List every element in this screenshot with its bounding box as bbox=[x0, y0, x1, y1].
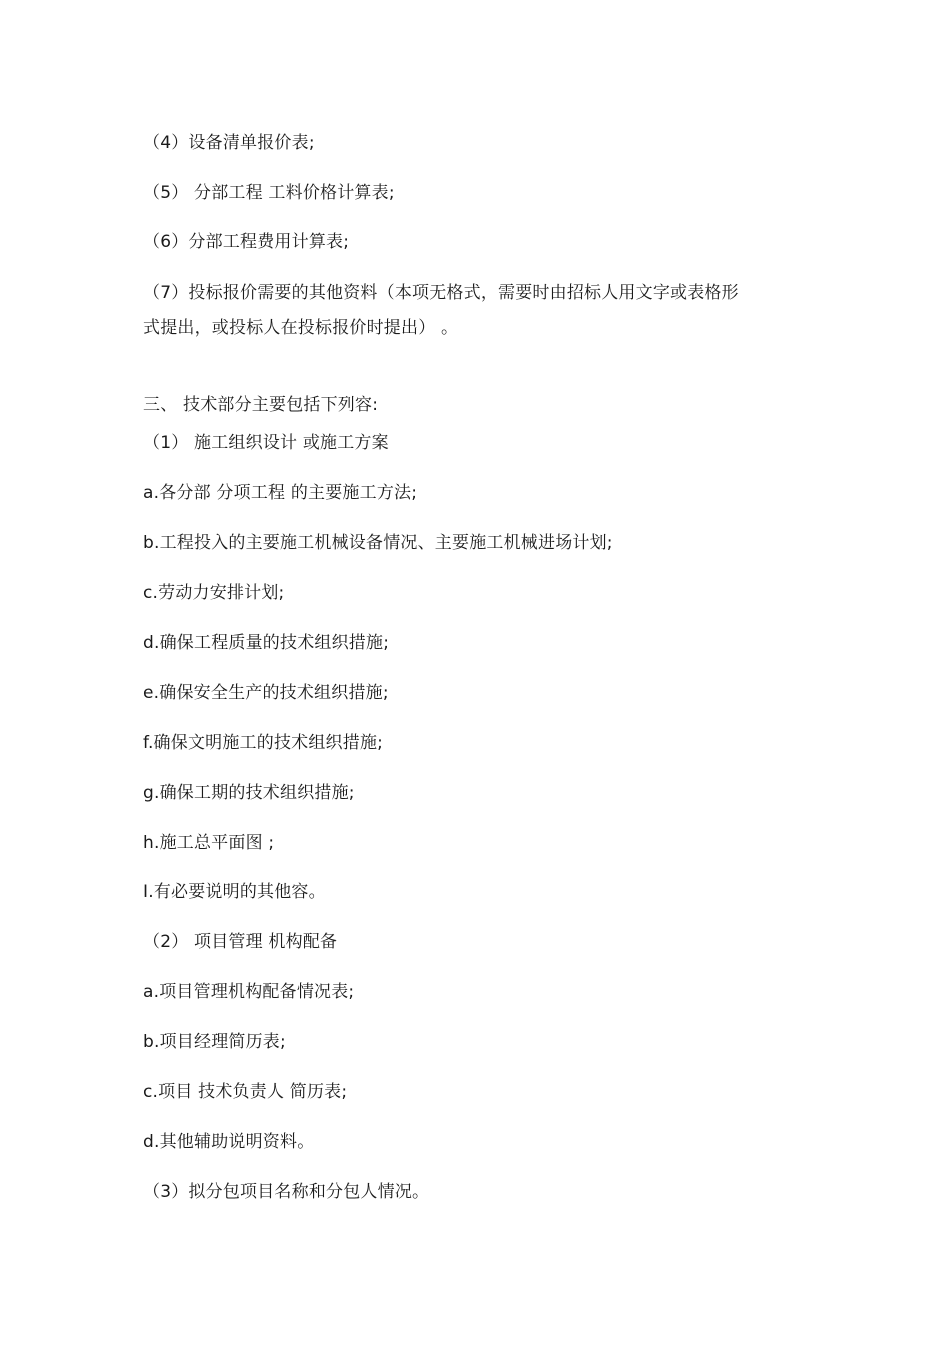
list-item-a-org-table: a.项目管理机构配备情况表; bbox=[143, 982, 355, 1002]
list-item-g-schedule: g.确保工期的技术组织措施; bbox=[143, 783, 355, 803]
list-item-f-civilized: f.确保文明施工的技术组织措施; bbox=[143, 733, 384, 753]
list-item-equipment-quote: （4）设备清单报价表; bbox=[143, 133, 315, 153]
list-item-d-quality: d.确保工程质量的技术组织措施; bbox=[143, 633, 390, 653]
list-item-c-labor: c.劳动力安排计划; bbox=[143, 583, 285, 603]
list-item-cost-calc: （6）分部工程费用计算表; bbox=[143, 232, 350, 252]
list-item-b-machinery: b.工程投入的主要施工机械设备情况、主要施工机械进场计划; bbox=[143, 533, 613, 553]
section-heading-technical: 三、 技术部分主要包括下列容: bbox=[143, 395, 379, 415]
list-item-d-supporting-docs: d.其他辅助说明资料。 bbox=[143, 1132, 315, 1152]
subsection-project-management: （2） 项目管理 机构配备 bbox=[143, 932, 338, 952]
list-item-a-methods: a.各分部 分项工程 的主要施工方法; bbox=[143, 483, 418, 503]
list-item-labor-material-calc: （5） 分部工程 工料价格计算表; bbox=[143, 183, 395, 203]
list-item-b-manager-resume: b.项目经理简历表; bbox=[143, 1032, 286, 1052]
list-item-h-site-plan: h.施工总平面图 ; bbox=[143, 833, 275, 853]
list-item-i-other: I.有必要说明的其他容。 bbox=[143, 882, 326, 902]
list-item-other-materials-continued: 式提出，或投标人在投标报价时提出） 。 bbox=[143, 318, 459, 338]
subsection-subcontracting: （3）拟分包项目名称和分包人情况。 bbox=[143, 1182, 430, 1202]
list-item-other-materials: （7）投标报价需要的其他资料（本项无格式，需要时由招标人用文字或表格形 bbox=[143, 283, 739, 303]
list-item-c-tech-lead-resume: c.项目 技术负责人 简历表; bbox=[143, 1082, 348, 1102]
list-item-e-safety: e.确保安全生产的技术组织措施; bbox=[143, 683, 389, 703]
subsection-construction-design: （1） 施工组织设计 或施工方案 bbox=[143, 433, 389, 453]
